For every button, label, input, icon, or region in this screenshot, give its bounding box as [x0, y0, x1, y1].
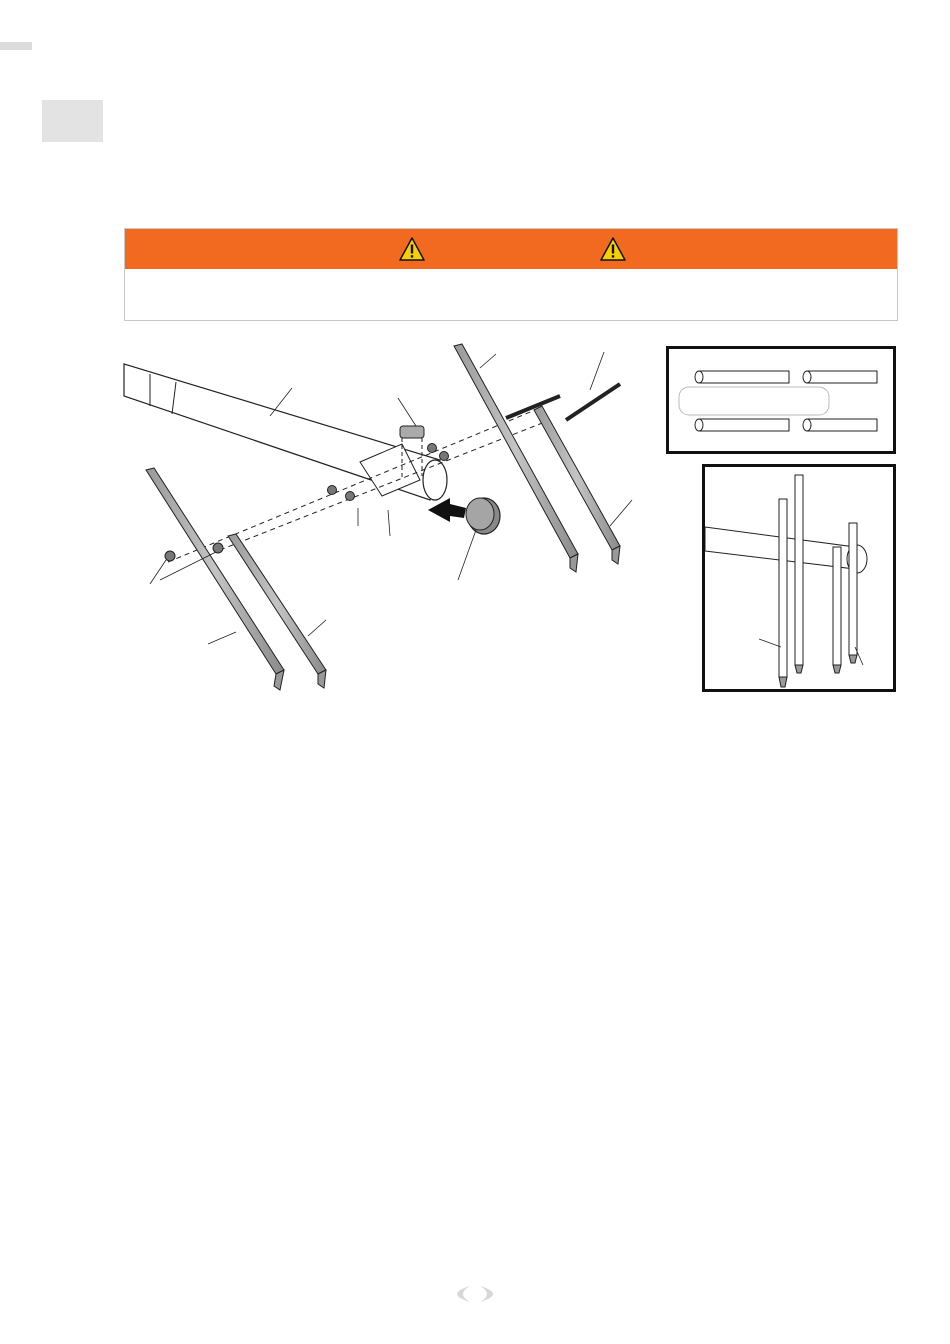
page-nav[interactable] [440, 1282, 510, 1306]
page-next-icon[interactable] [480, 1286, 493, 1302]
long-bolts [506, 384, 620, 420]
warning-triangle-icon [600, 237, 626, 261]
warning-header [125, 229, 897, 269]
section-tab [42, 100, 103, 142]
warning-body [125, 269, 897, 321]
warning-triangle-icon [399, 237, 425, 261]
right-tines [454, 344, 620, 572]
left-tines [146, 468, 326, 690]
tine-top-view-inset [666, 346, 896, 454]
page-prev-icon[interactable] [457, 1286, 470, 1302]
tine-assembled-view-inset [702, 464, 896, 692]
page-edge-tab [0, 42, 32, 50]
warning-box [124, 228, 898, 321]
insert-arrow-icon [428, 498, 466, 522]
end-cap [466, 498, 500, 534]
